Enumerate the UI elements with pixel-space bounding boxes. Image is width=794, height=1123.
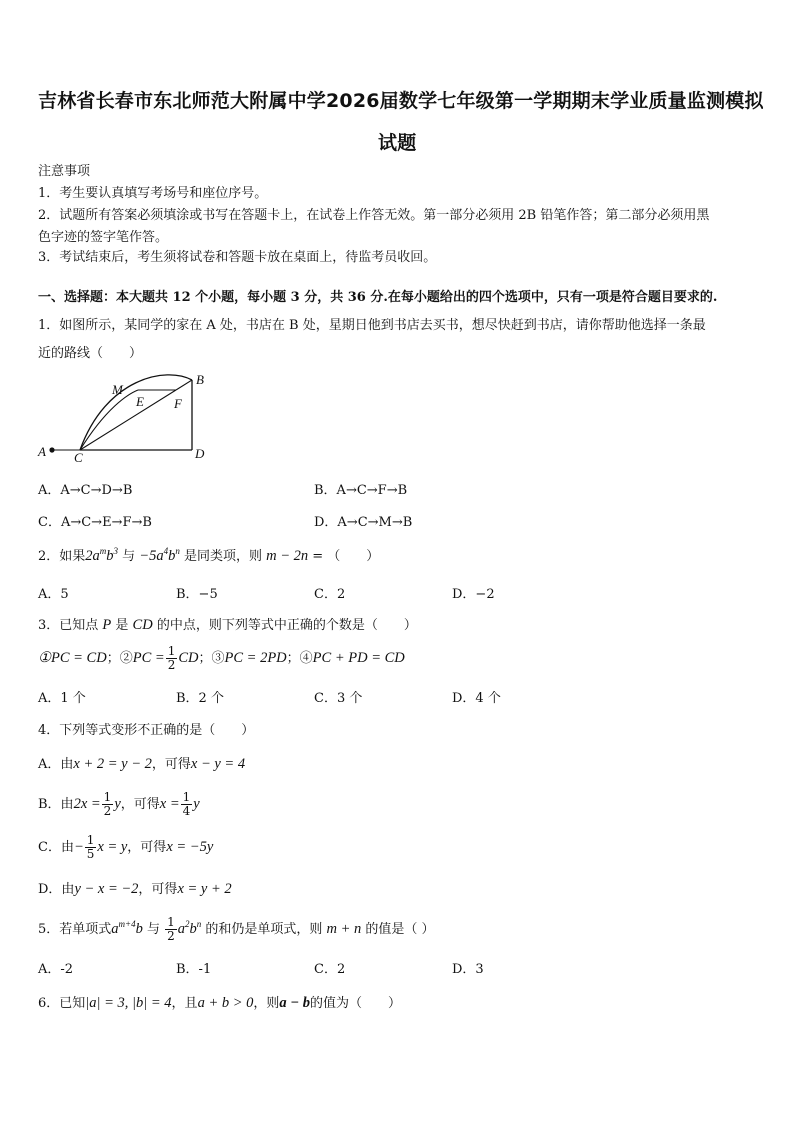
arc-ce — [80, 390, 138, 450]
q2-expr: m − 2n — [266, 548, 309, 564]
q5-term1-b: b — [135, 921, 143, 937]
q4-b-eq2a: x = — [159, 796, 180, 812]
route-diagram — [36, 368, 226, 464]
q4-b-frac1-den: 2 — [103, 804, 112, 818]
q4-a-prefix: A．由 — [38, 757, 74, 772]
q1-option-c: C．A→C→E→F→B — [38, 515, 152, 530]
q4-c-mid: ，可得 — [127, 840, 167, 855]
q5-prefix: 5．若单项式 — [38, 922, 112, 937]
q3-post: 的中点，则下列等式中正确的个数是（ ） — [152, 618, 417, 633]
note-item-1: 1．考生要认真填写考场号和座位序号。 — [38, 186, 268, 201]
q5-option-a: A．-2 — [38, 962, 74, 977]
q2-term2-exp: 4 — [163, 546, 169, 557]
q5-stem — [38, 916, 435, 943]
q2-term1-b-exp: 3 — [113, 546, 119, 557]
q5-term2-b-exp: n — [196, 919, 202, 930]
q6-stem — [38, 992, 401, 1012]
q5-frac — [165, 916, 177, 943]
q5-end: 的值是（ ） — [361, 922, 435, 937]
q4-stem: 4．下列等式变形不正确的是（ ） — [38, 723, 255, 738]
q2-term1-exp: m — [99, 546, 107, 557]
q4-b-frac2-num: 1 — [182, 790, 191, 804]
q2-end: = （ ） — [308, 549, 380, 564]
q4-option-b — [38, 791, 200, 818]
q4-option-d — [38, 878, 232, 898]
q4-b-eq1a: 2x = — [73, 796, 101, 812]
q4-d-eq2: x = y + 2 — [177, 881, 232, 897]
q3-option-d: D．4 个 — [452, 691, 501, 706]
q5-term2: a — [177, 921, 186, 937]
notes-heading: 注意事项 — [38, 164, 91, 179]
q4-c-eq1a: − — [73, 839, 84, 855]
q4-c-eq1b: x = y — [97, 839, 128, 855]
q4-c-frac-num: 1 — [86, 833, 95, 847]
q5-and: 与 — [142, 922, 165, 937]
q5-option-d: D．3 — [452, 962, 484, 977]
note-item-3: 3．考试结束后，考生须将试卷和答题卡放在桌面上，待监考员收回。 — [38, 250, 437, 265]
q5-frac-den: 2 — [167, 929, 175, 943]
q5-expr: m + n — [326, 921, 362, 937]
segment-fb — [176, 380, 192, 390]
q3-segment-cd: CD — [132, 617, 153, 633]
q2-term1-b: b — [106, 548, 114, 564]
q2-term2-b-exp: n — [175, 546, 180, 557]
q6-prefix: 6．已知 — [38, 996, 86, 1011]
q6-post: ，则 — [253, 996, 280, 1011]
q2-option-c: C．2 — [314, 587, 346, 602]
q6-condition: |a| = 3, |b| = 4 — [85, 995, 172, 1011]
q4-option-a — [38, 753, 245, 773]
q4-b-eq1b: y — [114, 796, 121, 812]
q6-mid: ，且 — [171, 996, 198, 1011]
q4-c-eq2: x = −5y — [166, 839, 214, 855]
q4-b-eq2b: y — [193, 796, 200, 812]
q3-point-p: P — [102, 617, 112, 633]
q5-frac-num: 1 — [167, 915, 175, 929]
q4-d-mid: ，可得 — [138, 882, 178, 897]
q5-term1: a — [111, 921, 119, 937]
q1-stem-line2: 近的路线（ ） — [38, 346, 143, 361]
q4-c-prefix: C．由 — [38, 840, 74, 855]
q5-option-c: C．2 — [314, 962, 346, 977]
q4-b-frac2-den: 4 — [182, 804, 191, 818]
q2-option-a: A．5 — [38, 587, 69, 602]
q1-figure — [36, 368, 226, 468]
q1-stem-line1: 1．如图所示，某同学的家在 A 处，书店在 B 处，星期日他到书店去买书，想尽快赶到书店，请你帮助他选择一条最 — [38, 318, 706, 333]
q3-stem — [38, 614, 417, 634]
label-d: D — [195, 446, 205, 461]
q4-d-prefix: D．由 — [38, 882, 75, 897]
q3-statement-1: ①PC = CD — [38, 650, 107, 666]
q2-term1: 2a — [85, 548, 100, 564]
q4-b-frac1 — [102, 791, 114, 818]
q6-condition-2: a + b > 0 — [197, 995, 254, 1011]
label-c: C — [74, 450, 83, 464]
q3-frac-num: 1 — [167, 644, 176, 658]
q4-d-eq1: y − x = −2 — [74, 881, 139, 897]
q3-sep-3: ；④ — [286, 651, 313, 666]
point-a-dot — [49, 447, 54, 452]
q3-statement-2b: CD — [178, 650, 199, 666]
q4-c-frac-den: 5 — [86, 847, 95, 861]
q1-option-b: B．A→C→F→B — [314, 483, 408, 498]
q6-end: 的值为（ ） — [309, 996, 401, 1011]
q4-b-prefix: B．由 — [38, 797, 74, 812]
q4-a-eq1: x + 2 = y − 2 — [73, 756, 152, 772]
q4-a-mid: ，可得 — [151, 757, 191, 772]
q4-b-frac2 — [181, 791, 193, 818]
q2-stem — [38, 545, 379, 565]
q2-option-d: D．−2 — [452, 587, 495, 602]
arc-cmb — [80, 375, 192, 450]
q4-b-frac1-num: 1 — [103, 790, 112, 804]
q5-term1-exp: m+4 — [118, 919, 136, 930]
section-heading: 一、选择题：本大题共 12 个小题，每小题 3 分，共 36 分.在每小题给出的四个选项中，只有一项是符合题目要求的. — [38, 290, 718, 305]
q3-statement-2a: PC = — [132, 650, 165, 666]
label-f: F — [174, 396, 182, 411]
label-a: A — [38, 444, 46, 459]
q3-sep-2: ；③ — [198, 651, 225, 666]
q3-option-a: A．1 个 — [38, 691, 86, 706]
note-item-2b: 色字迹的签字笔作答。 — [38, 230, 169, 245]
q3-prefix: 3．已知点 — [38, 618, 103, 633]
q2-term2-b: b — [168, 548, 176, 564]
label-m: M — [112, 382, 123, 397]
exam-title-line2: 试题 — [378, 132, 417, 154]
q1-option-d: D．A→C→M→B — [314, 515, 413, 530]
q3-frac-den: 2 — [167, 658, 176, 672]
q6-expr: a − b — [279, 995, 310, 1011]
q2-option-b: B．−5 — [176, 587, 218, 602]
q2-term2: −5a — [139, 548, 164, 564]
label-b: B — [196, 372, 204, 387]
q5-term2-exp: 2 — [185, 919, 190, 930]
q4-a-eq2: x − y = 4 — [190, 756, 246, 772]
q4-b-mid: ，可得 — [120, 797, 160, 812]
exam-title-line1: 吉林省长春市东北师范大附属中学2026届数学七年级第一学期期末学业质量监测模拟 — [38, 90, 764, 112]
q5-term2-b: b — [189, 921, 197, 937]
note-item-2a: 2．试题所有答案必须填涂或书写在答题卡上，在试卷上作答无效。第一部分必须用 2B 铅笔作答；第二部分必须用黑 — [38, 208, 710, 223]
q4-option-c — [38, 834, 213, 861]
q2-post: 是同类项，则 — [179, 549, 267, 564]
q3-option-b: B．2 个 — [176, 691, 224, 706]
q5-option-b: B．-1 — [176, 962, 212, 977]
q1-option-a: A．A→C→D→B — [38, 483, 133, 498]
label-e: E — [136, 394, 144, 409]
q3-mid: 是 — [111, 618, 133, 633]
q3-statements — [38, 645, 405, 672]
q3-statement-3: PC = 2PD — [224, 650, 287, 666]
q3-statement-4: PC + PD = CD — [312, 650, 405, 666]
q3-sep-1: ；② — [106, 651, 133, 666]
q3-fraction — [166, 645, 178, 672]
q2-and: 与 — [118, 549, 140, 564]
q5-post: 的和仍是单项式，则 — [201, 922, 327, 937]
q4-c-frac — [85, 834, 97, 861]
q2-prefix: 2．如果 — [38, 549, 86, 564]
q3-option-c: C．3 个 — [314, 691, 363, 706]
